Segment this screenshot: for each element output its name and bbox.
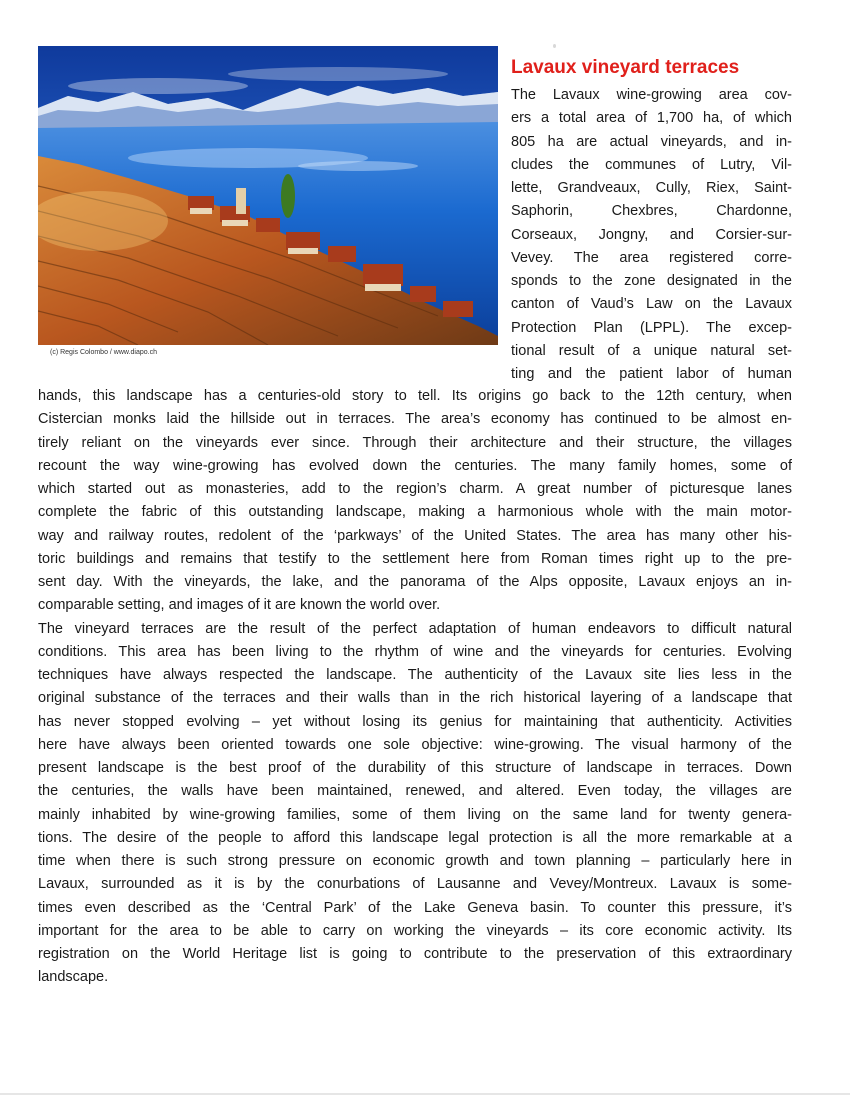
intro-column <box>511 84 792 386</box>
text-line: Lavaux, surrounded as it is by the conurbations of Lausanne and Vevey/Montreux. Lavaux is some- <box>38 876 792 893</box>
text-line: complete the fabric of this outstanding landscape, making a harmonious whole with the main motor- <box>38 504 792 521</box>
text-line: present landscape is the best proof of the durability of this structure of landscape in terraces. Down <box>38 760 792 776</box>
text-line: mainly inhabited by wine-growing families, some of them living on the same land for twenty genera- <box>38 806 792 823</box>
text-line: the centuries, the walls have been maintained, renewed, and altered. Even today, the villages are <box>38 783 792 800</box>
text-line: Cistercian monks laid the hillside out in terraces. The area’s economy has continued to be almost en- <box>38 411 792 428</box>
text-line: cludes the communes of Lutry, Vil- <box>511 156 792 173</box>
landscape-photo <box>38 46 498 345</box>
text-line: 805 ha are actual vineyards, and in- <box>511 133 792 150</box>
text-line: tional result of a unique natural set- <box>511 342 792 359</box>
photo-credit: (c) Regis Colombo / www.diapo.ch <box>50 349 157 356</box>
text-line: has never stopped evolving – yet without losing its genius for maintaining that authenticity. Activities <box>38 713 792 730</box>
text-line: Corseaux, Jongny, and Corsier-sur- <box>511 226 792 243</box>
text-line: tirely reliant on the vineyards ever since. Through their architecture and their structure, the villages <box>38 434 792 451</box>
text-line: The vineyard terraces are the result of the perfect adaptation of human endeavors to difficult natural <box>38 620 792 637</box>
text-line: here have always been oriented towards one sole objective: wine-growing. The visual harmony of the <box>38 736 792 753</box>
text-line: sent day. With the vineyards, the lake, and the panorama of the Alps opposite, Lavaux enjoys an in- <box>38 574 792 590</box>
text-line: times even described as the ‘Central Park’ of the Lake Geneva basin. To counter this pressure, it’s <box>38 899 792 916</box>
text-line: time when there is such strong pressure on economic growth and town planning – particularly here in <box>38 853 792 869</box>
text-line: conditions. This area has been living to the rhythm of wine and the vineyards for centuries. Evolving <box>38 643 792 660</box>
paragraph-end-line: landscape. <box>38 969 109 986</box>
text-line: recount the way wine-growing has evolved down the centuries. The many family homes, some of <box>38 457 792 474</box>
text-line: sponds to the zone designated in the <box>511 273 792 289</box>
text-line: original substance of the terraces and their walls than in the rich historical layering of a landscape that <box>38 690 792 707</box>
scan-edge <box>0 1093 850 1095</box>
text-line: toric buildings and remains that testify to the settlement here from Roman times right up to the pre- <box>38 550 792 567</box>
text-line: ers a total area of 1,700 ha, of which <box>511 110 792 127</box>
text-line: Saphorin, Chexbres, Chardonne, <box>511 203 792 220</box>
body-text <box>38 385 792 990</box>
text-line: registration on the World Heritage list is going to contribute to the preservation of this extraordinary <box>38 946 792 962</box>
text-line: hands, this landscape has a centuries-old story to tell. Its origins go back to the 12th century, when <box>38 388 792 404</box>
text-line: ting and the patient labor of human <box>511 366 792 382</box>
article-title: Lavaux vineyard terraces <box>511 57 740 78</box>
text-line: way and railway routes, redolent of the ‘parkways’ of the United States. The area has many other his- <box>38 527 792 544</box>
text-line: canton of Vaud’s Law on the Lavaux <box>511 296 792 313</box>
text-line: which started out as monasteries, add to the region’s charm. A great number of picturesque lanes <box>38 481 792 497</box>
paragraph-end-line: comparable setting, and images of it are known the world over. <box>38 597 441 614</box>
text-line: The Lavaux wine-growing area cov- <box>511 87 792 103</box>
text-line: lette, Grandveaux, Cully, Riex, Saint- <box>511 180 792 196</box>
text-line: techniques have always respected the landscape. The authenticity of the Lavaux site lies less in the <box>38 667 792 683</box>
scan-speck <box>553 44 556 48</box>
text-line: tions. The desire of the people to afford this landscape legal protection is all the more remarkable at a <box>38 829 792 846</box>
text-line: Protection Plan (LPPL). The excep- <box>511 319 792 336</box>
text-line: Vevey. The area registered corre- <box>511 249 792 266</box>
text-line: important for the area to be able to carry on working the vineyards – its core economic activity. Its <box>38 922 792 939</box>
